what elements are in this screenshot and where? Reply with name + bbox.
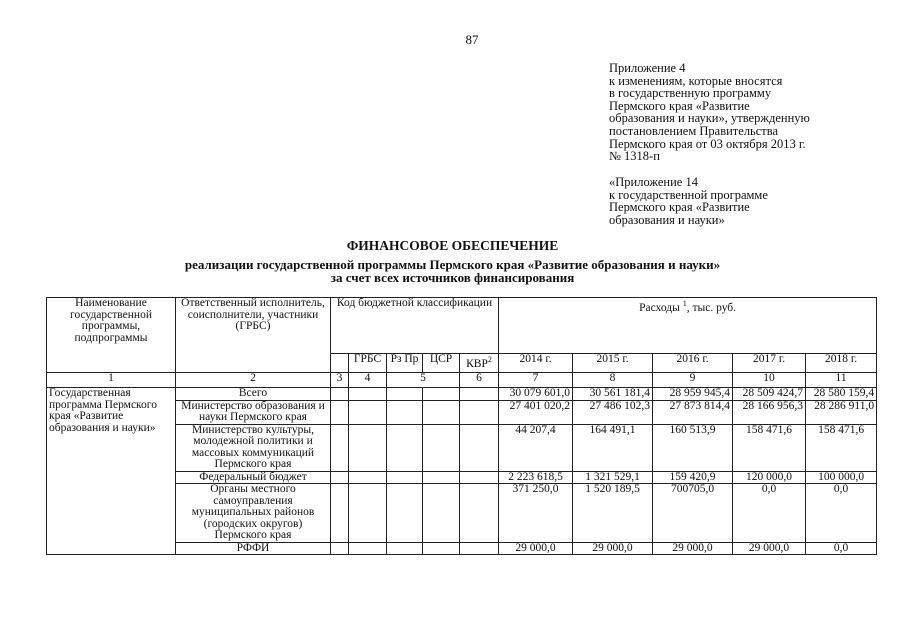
column-number: 9 xyxy=(653,373,733,388)
header-grbs: ГРБС xyxy=(349,354,387,373)
column-number: 6 xyxy=(460,373,499,388)
value-cell: 158 471,6 xyxy=(806,424,877,471)
appendix-header: Приложение 4 к изменениям, которые вносятся в государственную программу Пермского края «Развитие образования и науки», утвержденную постановлением Правительства Пермского края от 03 октября 2013 г. № 1318-п xyxy=(609,61,810,164)
column-number: 4 xyxy=(349,373,387,388)
column-number: 3 xyxy=(331,373,349,388)
header-expenses-prefix: Расходы xyxy=(639,301,683,314)
header-expenses-suffix: , тыс. руб. xyxy=(686,301,737,314)
header-executor: Ответственный исполнитель, соисполнители, участники (ГРБС) xyxy=(176,298,331,373)
header-expenses xyxy=(499,298,877,354)
value-cell: 120 000,0 xyxy=(733,471,806,484)
header-budget-code: Код бюджетной классификации xyxy=(331,298,499,354)
header-blank xyxy=(331,354,349,373)
executor-cell: Органы местного самоуправления муниципальных районов (городских округов) Пермского края xyxy=(176,484,331,543)
program-name-cell: Государственная программа Пермского края «Развитие образования и науки» xyxy=(47,388,176,555)
column-number: 8 xyxy=(573,373,653,388)
header-kvr-footnote: 2 xyxy=(487,355,492,364)
value-cell: 27 401 020,2 xyxy=(499,400,573,424)
value-cell: 44 207,4 xyxy=(499,424,573,471)
document-title: ФИНАНСОВОЕ ОБЕСПЕЧЕНИЕ xyxy=(346,238,559,253)
executor-cell: Министерство образования и науки Пермского края xyxy=(176,400,331,424)
value-cell: 0,0 xyxy=(806,484,877,543)
document-subtitle xyxy=(0,258,905,284)
header-year-2016: 2016 г. xyxy=(653,354,733,373)
executor-cell: Федеральный бюджет xyxy=(176,471,331,484)
column-number-row xyxy=(47,373,877,388)
page-number: 87 xyxy=(465,32,479,47)
header-expenses-footnote: 1 xyxy=(682,299,687,308)
subtitle-line-1: реализации государственной программы Пермского края «Развитие образования и науки» xyxy=(184,257,721,272)
value-cell: 30 079 601,0 xyxy=(499,388,573,401)
value-cell: 28 959 945,4 xyxy=(653,388,733,401)
column-number: 1 xyxy=(47,373,176,388)
value-cell: 0,0 xyxy=(806,542,877,555)
table-header-row xyxy=(47,298,877,354)
header-year-2014: 2014 г. xyxy=(499,354,573,373)
column-number: 11 xyxy=(806,373,877,388)
subtitle-line-2: за счет всех источников финансирования xyxy=(330,270,575,285)
value-cell: 29 000,0 xyxy=(733,542,806,555)
value-cell: 100 000,0 xyxy=(806,471,877,484)
header-rz-pr: Рз Пр xyxy=(387,354,423,373)
value-cell: 158 471,6 xyxy=(733,424,806,471)
value-cell: 2 223 618,5 xyxy=(499,471,573,484)
header-year-2018: 2018 г. xyxy=(806,354,877,373)
executor-cell: Всего xyxy=(176,388,331,401)
value-cell: 29 000,0 xyxy=(573,542,653,555)
header-year-2017: 2017 г. xyxy=(733,354,806,373)
column-number: 2 xyxy=(176,373,331,388)
column-number: 10 xyxy=(733,373,806,388)
header-program-name: Наименование государственной программы, подпрограммы xyxy=(47,298,176,373)
financing-table xyxy=(46,297,877,555)
value-cell: 27 486 102,3 xyxy=(573,400,653,424)
value-cell: 159 420,9 xyxy=(653,471,733,484)
appendix-subheader: «Приложение 14 к государственной программе Пермского края «Развитие образования и науки» xyxy=(609,175,768,227)
value-cell: 28 166 956,3 xyxy=(733,400,806,424)
header-kvr xyxy=(460,354,499,373)
value-cell: 28 286 911,0 xyxy=(806,400,877,424)
value-cell: 160 513,9 xyxy=(653,424,733,471)
value-cell: 0,0 xyxy=(733,484,806,543)
value-cell: 28 509 424,7 xyxy=(733,388,806,401)
column-number: 7 xyxy=(499,373,573,388)
value-cell: 27 873 814,4 xyxy=(653,400,733,424)
value-cell: 28 580 159,4 xyxy=(806,388,877,401)
value-cell: 164 491,1 xyxy=(573,424,653,471)
executor-cell: Министерство культуры, молодежной политики и массовых коммуникаций Пермского края xyxy=(176,424,331,471)
column-number: 5 xyxy=(387,373,460,388)
executor-cell: РФФИ xyxy=(176,542,331,555)
value-cell: 371 250,0 xyxy=(499,484,573,543)
value-cell: 30 561 181,4 xyxy=(573,388,653,401)
value-cell: 1 520 189,5 xyxy=(573,484,653,543)
value-cell: 700705,0 xyxy=(653,484,733,543)
header-year-2015: 2015 г. xyxy=(573,354,653,373)
header-kvr-label: КВР xyxy=(466,357,488,370)
value-cell: 1 321 529,1 xyxy=(573,471,653,484)
value-cell: 29 000,0 xyxy=(499,542,573,555)
header-csr: ЦСР xyxy=(423,354,460,373)
value-cell: 29 000,0 xyxy=(653,542,733,555)
table-row xyxy=(47,388,877,401)
